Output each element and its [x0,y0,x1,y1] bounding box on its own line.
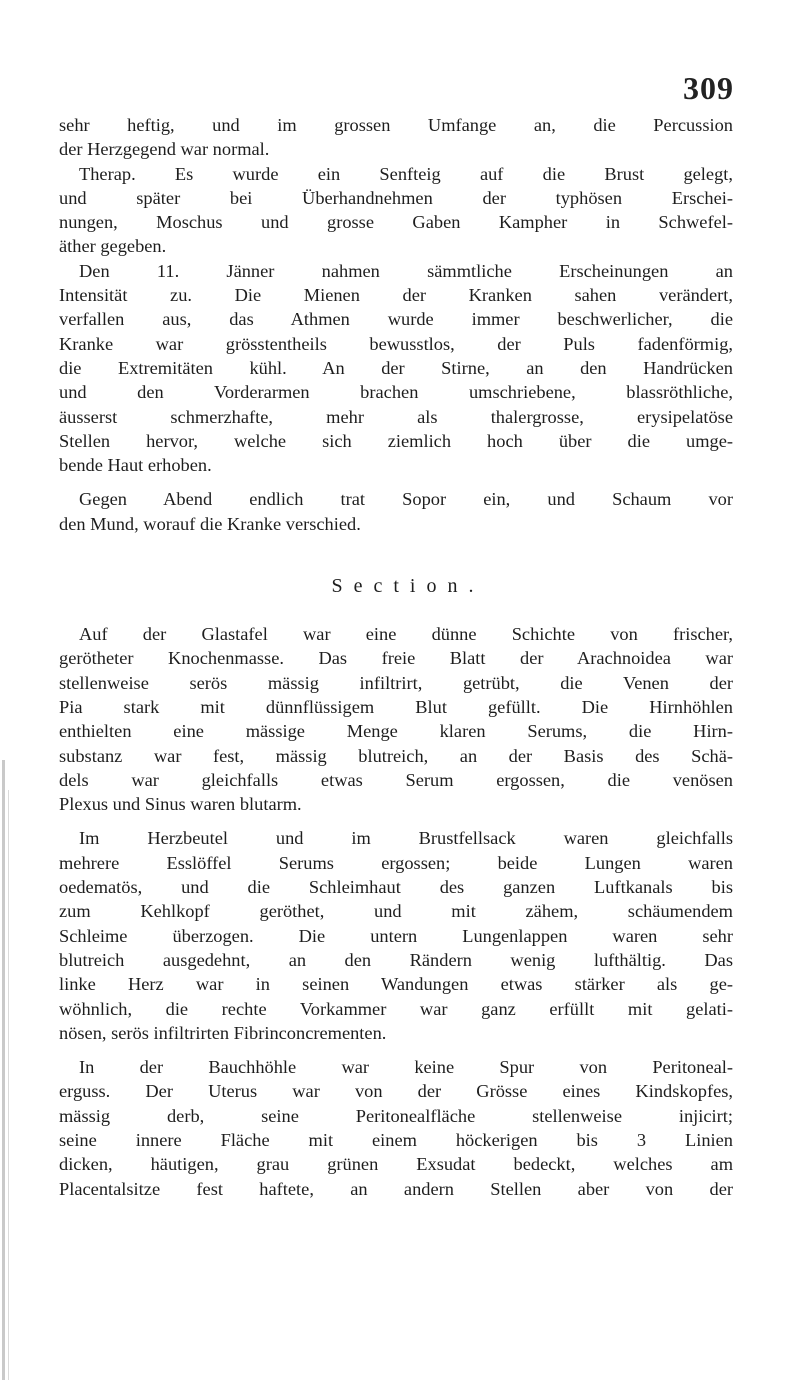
text-line: erguss. Der Uterus war von der Grösse eines Kindskopfes, [59,1081,733,1102]
text-line: sehr heftig, und im grossen Umfange an, die Percussion [59,115,733,135]
text-line: dels war gleichfalls etwas Serum ergossen, die venösen [59,769,733,790]
text-line: blutreich ausgedehnt, an den Rändern wenig lufthältig. Das [59,949,733,970]
text-line: die Extremitäten kühl. An der Stirne, an den Handrücken [59,357,733,378]
text-line: nungen, Moschus und grosse Gaben Kampher in Schwefel- [59,212,733,233]
text-line: Pia stark mit dünnflüssigem Blut gefüllt. Die Hirnhöhlen [59,696,733,717]
section-heading: Section. [331,575,485,598]
text-line: Stellen hervor, welche sich ziemlich hoch über die umge- [59,430,733,451]
text-line: Im Herzbeutel und im Brustfellsack waren gleichfalls [79,828,733,849]
text-line: seine innere Fläche mit einem höckerigen bis 3 Linien [59,1129,733,1150]
text-line: äusserst schmerzhafte, mehr als thalergrosse, erysipelatöse [59,406,733,427]
page-edge-line [8,790,9,1380]
text-line: Kranke war grösstentheils bewusstlos, der Puls fadenförmig, [59,333,733,354]
page-edge-shadow [2,760,5,1380]
text-line: linke Herz war in seinen Wandungen etwas stärker als ge- [59,974,733,995]
text-line: gerötheter Knochenmasse. Das freie Blatt der Arachnoidea war [59,648,733,669]
text-line: äther gegeben. [59,236,167,257]
text-line: oedematös, und die Schleimhaut des ganzen Luftkanals bis [59,877,733,898]
text-line: Gegen Abend endlich trat Sopor ein, und Schaum vor [79,489,733,510]
text-line: bende Haut erhoben. [59,455,212,476]
text-line: mässig derb, seine Peritonealfläche stellenweise injicirt; [59,1105,733,1126]
text-line: Placentalsitze fest haftete, an andern Stellen aber von der [59,1178,733,1199]
text-line: wöhnlich, die rechte Vorkammer war ganz erfüllt mit gelati- [59,998,733,1019]
text-line: Den 11. Jänner nahmen sämmtliche Erscheinungen an [79,260,733,281]
text-line: Plexus und Sinus waren blutarm. [59,794,302,815]
text-line: Schleime überzogen. Die untern Lungenlappen waren sehr [59,925,733,946]
text-line: enthielten eine mässige Menge klaren Serums, die Hirn- [59,721,733,742]
text-line: und den Vorderarmen brachen umschriebene, blassröthliche, [59,382,733,403]
page-number: 309 [683,70,734,106]
text-line: substanz war fest, mässig blutreich, an der Basis des Schä- [59,745,733,766]
text-line: der Herzgegend war normal. [59,139,270,160]
text-line: Therap. Es wurde ein Senfteig auf die Brust gelegt, [79,163,733,184]
text-line: und später bei Überhandnehmen der typhösen Erschei- [59,187,733,208]
text-line: Intensität zu. Die Mienen der Kranken sahen verändert, [59,285,733,306]
text-line: dicken, häutigen, grau grünen Exsudat bedeckt, welches am [59,1154,733,1175]
text-line: stellenweise serös mässig infiltrirt, getrübt, die Venen der [59,672,733,693]
page-body [59,113,733,1201]
text-line: mehrere Esslöffel Serums ergossen; beide Lungen waren [59,852,733,873]
text-line: verfallen aus, das Athmen wurde immer beschwerlicher, die [59,309,733,330]
text-line: den Mund, worauf die Kranke verschied. [59,513,361,534]
text-line: In der Bauchhöhle war keine Spur von Peritoneal- [79,1057,733,1078]
text-line: nösen, serös infiltrirten Fibrinconcrementen. [59,1022,387,1043]
text-line: zum Kehlkopf geröthet, und mit zähem, schäumendem [59,901,733,922]
text-line: Auf der Glastafel war eine dünne Schichte von frischer, [79,624,733,645]
